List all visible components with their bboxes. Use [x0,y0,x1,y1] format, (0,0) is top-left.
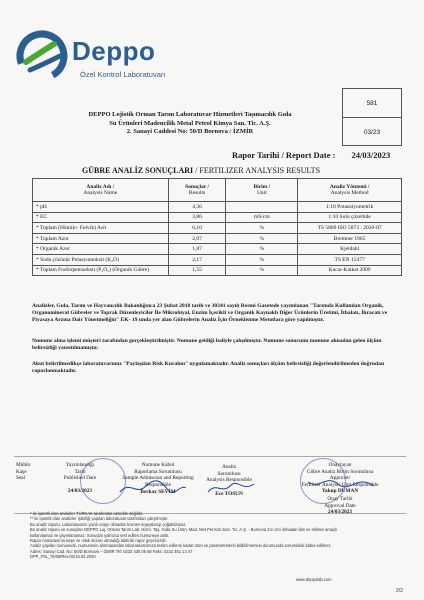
cell-name: * pH [33,202,169,213]
table-row [33,223,402,234]
table-title-bold: GÜBRE ANALİZ SONUÇLARI [82,166,194,175]
website-link[interactable]: www.deppolab.com [296,577,332,582]
page-number: 2/2 [396,588,403,594]
footer-line: * ile işaretli olan analizler TÜRKAK tarafından akredite değildir. [30,511,144,516]
report-date-label: Rapor Tarihi / Report Date : [232,150,336,160]
cell-unit: % [226,233,298,244]
table-row [33,212,402,223]
footer-line: kullanılamaz ve yayınlanamaz. Sonuçlar yalnızca test edilen numuneye aittir. [30,532,170,538]
reference-code: 581 [366,99,378,107]
cell-result: 2,07 [168,233,226,244]
cell-unit: % [226,254,298,265]
footer-line: Adres: Sanayi Cad. No: 50/D Bornova – İZMİR Tel: 0232 435 05 68 Faks: 0232 461 13 47 [30,548,193,554]
table-row [33,265,402,276]
signature-analysis-icon [206,480,256,496]
note-regulation: Analizler, Gıda, Tarım ve Hayvancılık Bakanlığınca 23 Şubat 2018 tarih ve 30341 sayılı Resmi Gazetede yayımlanan "Tarımda Kullanılan Organik, Organomineral Gübreler ve Toprak Düzenleyiciler İle Mikrobiyal, Enzim İçerikli ve Organik Kaynaklı Diğer Ürünlerin Üretimi, İthalatı, İhracatı ve Piyasaya Arzına Dair Yönetmeliğin" EK- 19 unda yer alan Gübrelerin Analiz İçin Örneklenme Metotlara göre yapılmıştır. [32,303,388,323]
cell-result: 1,55 [168,265,226,276]
company-line-1: DEPPO Lojistik Orman Tarım Laboratuvar Hizmetleri Taşımacılık Gıda [88,111,292,118]
cell-method: Kjeldahl [298,244,402,255]
cell-method: 1:10 Potansiyometrik [298,202,402,213]
footer-line: DPP_F0L_76/09/Rev.00/15.04.2020 [30,554,96,560]
cell-name: * Suda çözünür Potasyumoksit (K₂O) [33,254,169,265]
analysis-responsible-title: Analiz Sorumlusu Analysis Responsible [206,464,252,483]
table-row [33,244,402,255]
deppo-logo [14,26,184,86]
footer-line: Bu analiz raporu ve sonuçları DEPPO Loj. Orman Tarım Lab. Hizm. Taş. Gıda Su Ürün. Mad. Met.Pet.Kim.San. Tic. A.Ş. - Bornova 1'in izni olmadan ilan ve reklam amaçlı [30,527,338,533]
published-date-label: Yayımlandığı Tarih Published Date [63,462,97,481]
table-row [33,202,402,213]
logo-subtitle: Özel Kontrol Laboratuvarı [80,70,166,79]
reference-date: 03/23 [343,117,401,146]
table-title-rest: / FERTILIZER ANALYSIS RESULTS [193,166,321,175]
cell-result: 2,17 [168,254,226,265]
footer-line: ** ile işaretli olan analizler işbirliği yapılan laboratuvar tarafından çalışılmıştır. [30,516,169,522]
table-row [33,233,402,244]
cell-name: * Toplam (Hümik+ Fulvik) Asit [33,223,169,234]
table-title [82,166,320,175]
footer-notes [30,511,410,560]
cell-result: 6,10 [168,223,226,234]
cell-name: * EC [33,212,169,223]
sample-responsible-title: Numune Kabul Raporlama Sorumlusu Sample Admission and Reporting Responsible [122,462,194,488]
report-date-value: 24/03/2023 [351,150,391,160]
approval-date-value: 24/03/2023 [327,509,353,515]
cell-unit: % [226,223,298,234]
company-header [80,111,300,137]
sample-responsible-name: Berkay SEVİM [140,489,176,495]
cell-unit: mS/cm [226,212,298,223]
footer-line: Bu analiz raporu, Laboratuvarın yazılı onayı olmadan kısmen kopyalanıp çoğaltılamaz. [30,521,187,527]
approver-name: Yakup DUMAN [321,488,359,494]
cell-name: * Toplam Azot [33,233,169,244]
header-analysis-name: Analiz Adı / Analysis Name [33,179,169,202]
published-date-value: 24/03/2023 [67,488,93,494]
cell-result: 4,36 [168,202,226,213]
cell-result: 3,86 [168,212,226,223]
header-analysis-method: Analiz Yöntemi / Analysis Method [298,179,402,202]
approver-title: Onaylayan Gübre Analiz Birim Sorumlusu Approver Fertilizer Analysis Unit Responsible [301,462,379,488]
note-risk-rule: Akut belirtilmedikçe laboratuvarımız "Paylaşılan Risk Kuralını" uygulamaktadır. Analiz sonuçları ölçüm belirsizliği değerlendirilmeden doğrudan raporlanmaktadır. [32,361,385,374]
report-date-line [232,150,390,160]
company-line-2: Su Ürünleri Madencilik Metal Petrol Kimya San. Tic. A.Ş. [109,119,271,127]
signature-sample-icon [118,478,188,498]
deppo-logo-icon [14,26,74,86]
cell-method: TS EN 15477 [298,254,402,265]
header-unit: Birim / Unit [226,179,298,202]
cell-unit: % [226,244,298,255]
approval-date-label: Onay Tarihi Approval Date [324,496,356,509]
company-address: 2. Sanayi Caddesi No: 50/D Bornova / İZMİR [126,128,254,135]
seal-label: Mühür Kaşe Seal [16,462,31,481]
cell-name: * Organik Azot [33,244,169,255]
reference-box [342,88,402,146]
cell-method: 1:10 Sulu çözeltide [298,212,402,223]
cell-method: Kacar-Katkat 2009 [298,265,402,276]
cell-unit [226,202,298,213]
cell-method: TS 5869 ISO 5073 : 2020-07 [298,223,402,234]
cell-unit: % [226,265,298,276]
footer-line: Analiz yapılan numunede, numunenin alınmasından laboratuvarımıza teslim edilene kadar ürün ve parametrelerin bildirilmemesi durumunda sorumluluk kabul edilmez. [30,543,332,549]
results-table [32,178,402,276]
note-sampling: Numune alma işlemi müşteri tarafından gerçekleştirilmiştir. Numune geldiği haliyle çalışılmıştır. Numune sonucunu numune alınadan gelen ölçüm belirsizliği yansıtılmamıştır. [32,338,382,351]
signature-approver-icon [306,472,376,492]
header-results: Sonuçlar / Results [168,179,226,202]
cell-method: Bremner 1965 [298,233,402,244]
cell-result: 1,87 [168,244,226,255]
footer-line: Rapor numarasının kaşe ve ıslak imzası olmadığı taktirde rapor geçersizdir. [30,538,167,544]
cell-name: * Toplam Fosforpentaoksit (P₂O₅) (Organik Gübre) [33,265,169,276]
analysis-responsible-name: Ece TOSUN [215,491,243,497]
logo-name: Deppo [72,36,156,66]
table-header-row [33,179,402,202]
table-row [33,254,402,265]
